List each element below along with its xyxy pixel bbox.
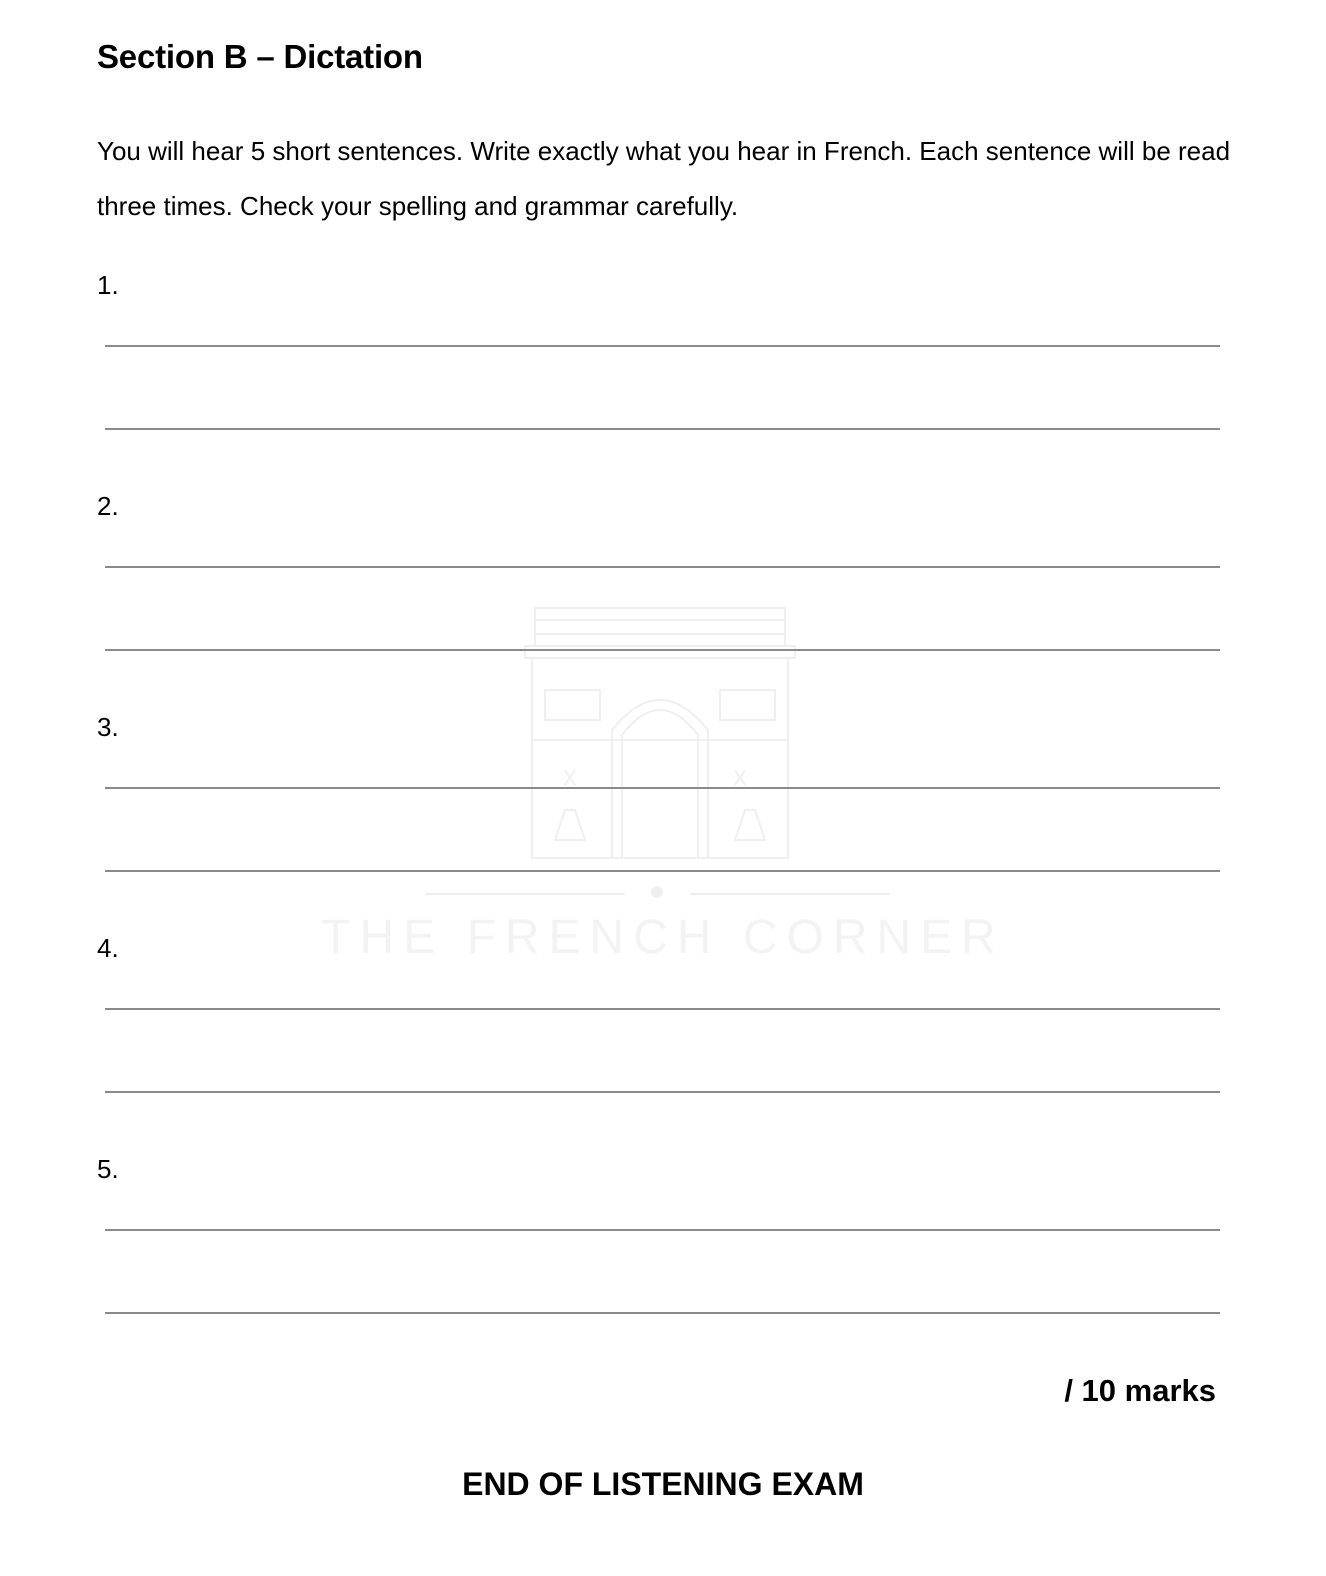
end-of-exam-text: END OF LISTENING EXAM — [462, 1466, 864, 1502]
answer-line[interactable] — [105, 1091, 1220, 1093]
answer-line[interactable] — [105, 649, 1220, 651]
instructions-text: You will hear 5 short sentences. Write exactly what you hear in French. Each sentence will be read three times. Check your spelling and grammar carefully. — [97, 136, 1231, 221]
item-number-1: 1. — [97, 270, 119, 300]
answer-line[interactable] — [105, 566, 1220, 568]
arc-de-triomphe-icon — [340, 600, 986, 980]
item-number-4: 4. — [97, 933, 119, 963]
item-number-2: 2. — [97, 491, 119, 521]
answer-line[interactable] — [105, 345, 1220, 347]
section-heading: Section B – Dictation — [97, 38, 423, 75]
answer-line[interactable] — [105, 870, 1220, 872]
marks-total: / 10 marks — [1064, 1373, 1216, 1408]
answer-line[interactable] — [105, 428, 1220, 430]
answer-line[interactable] — [105, 1008, 1220, 1010]
answer-line[interactable] — [105, 787, 1220, 789]
watermark-text: THE FRENCH CORNER — [321, 911, 1005, 964]
answer-line[interactable] — [105, 1229, 1220, 1231]
answer-line[interactable] — [105, 1312, 1220, 1314]
item-number-3: 3. — [97, 712, 119, 742]
item-number-5: 5. — [97, 1154, 119, 1184]
